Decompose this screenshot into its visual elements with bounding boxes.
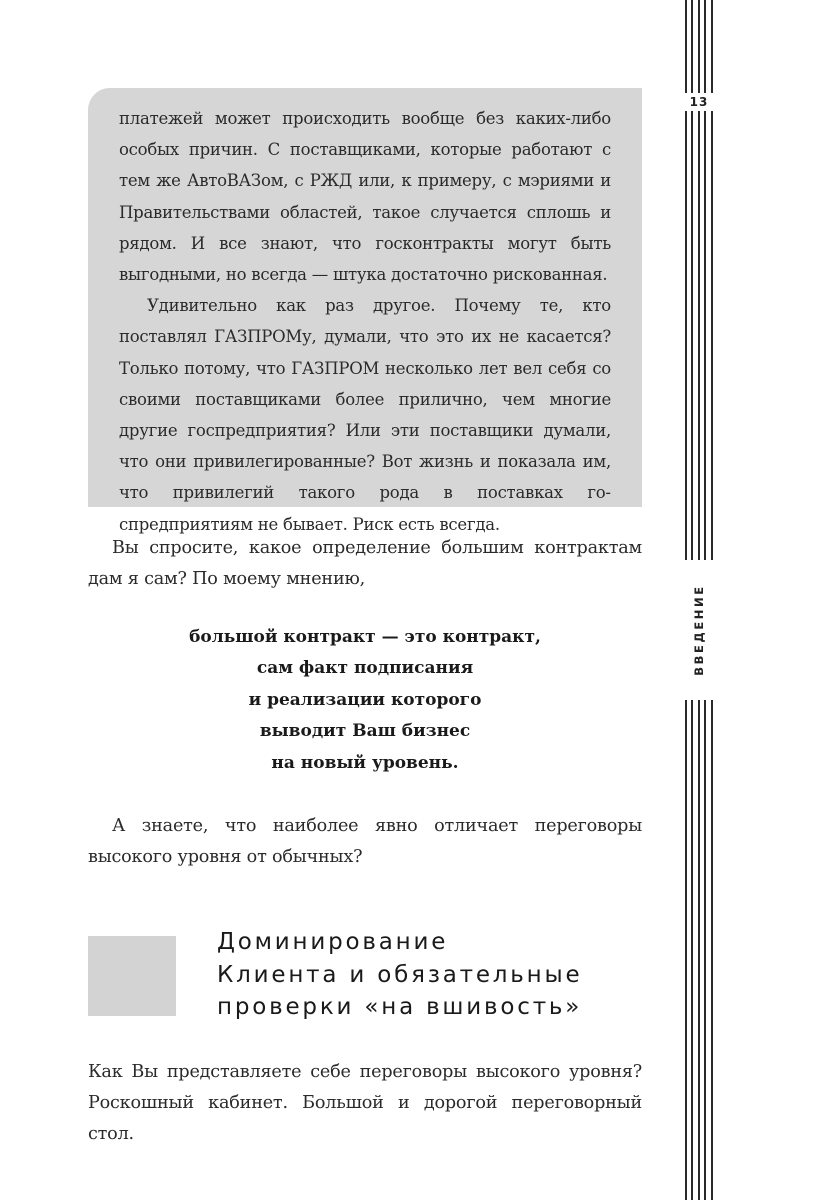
callout-paragraph-2: Удивительно как раз другое. Почему те, кто поставлял ГАЗПРОМу, думали, что это их не касается? Только потому, что ГАЗПРОМ несколько лет вел себя со своими поставщиками более прилично, чем многие другие госпредприятия? Или эти поставщики думали, что они привилегированные? Вот жизнь и показала им, что привилегий такого рода в поставках госпредприятиям не бывает. Риск есть всегда.	[119, 296, 611, 534]
section-heading	[217, 926, 642, 1024]
section-label: ВВЕДЕНИЕ	[692, 584, 706, 676]
body-paragraph-1: Вы спросите, какое определение большим контрактам дам я сам? По моему мнению,	[88, 538, 642, 589]
page-number: 13	[682, 93, 716, 111]
heading-marker-square	[88, 936, 176, 1016]
body-paragraph-2: А знаете, что наиболее явно отличает переговоры высокого уровня от обычных?	[88, 816, 642, 867]
definition-quote	[88, 622, 642, 779]
heading-line: проверки «на вшивость»	[217, 994, 583, 1020]
quote-line: на новый уровень.	[271, 752, 459, 773]
heading-line: Клиента и обязательные	[217, 961, 583, 988]
quote-line: и реализации которого	[248, 689, 482, 710]
quote-line: выводит Ваш бизнес	[259, 721, 471, 742]
quote-line: сам факт подписания	[256, 658, 474, 679]
body-paragraph-3: Как Вы представляете себе переговоры высокого уровня? Роскошный кабинет. Большой и дорогой переговорный стол.	[88, 1062, 642, 1144]
callout-paragraph-1: платежей может происходить вообще без каких-либо особых причин. С поставщиками, которые работают с тем же АвтоВАЗом, с РЖД или, к примеру, с мэриями и Правительствами областей, такое случается сплошь и рядом. И все знают, что госконтракты могут быть выгодными, но всегда — штука достаточно рискованная.	[119, 109, 611, 285]
heading-line: Доминирование	[217, 929, 449, 955]
quote-line: большой контракт — это контракт,	[189, 627, 541, 647]
callout-box	[88, 88, 642, 534]
